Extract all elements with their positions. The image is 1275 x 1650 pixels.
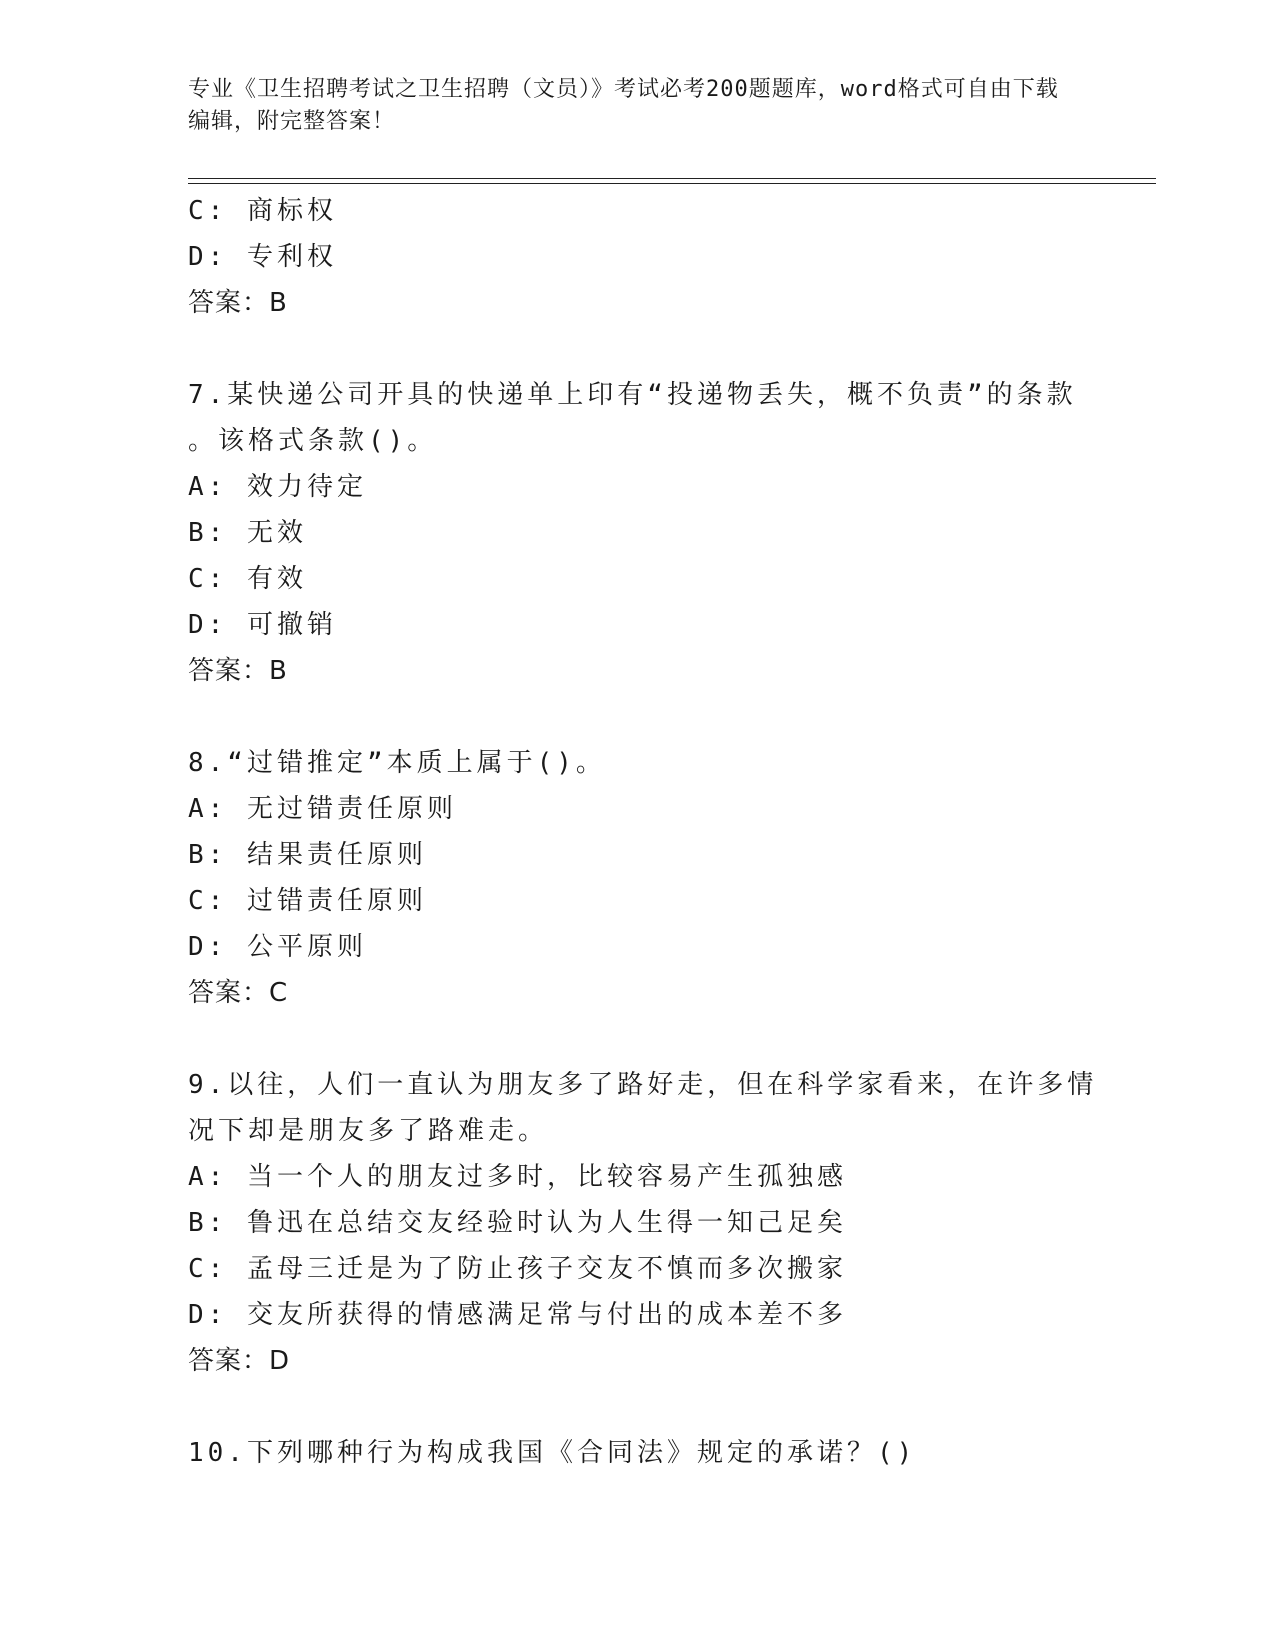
answer-line: 答案：B xyxy=(188,288,288,318)
option-line: C: 有效 xyxy=(188,564,307,594)
question-9 xyxy=(188,1062,1098,1384)
spacer xyxy=(188,1384,1088,1430)
option-line: C: 孟母三迁是为了防止孩子交友不慎而多次搬家 xyxy=(188,1254,847,1284)
spacer xyxy=(188,694,1088,740)
spacer xyxy=(188,1016,1088,1062)
question-text: 10.下列哪种行为构成我国《合同法》规定的承诺？() xyxy=(188,1438,917,1468)
spacer xyxy=(188,326,1088,372)
option-line: A: 效力待定 xyxy=(188,472,367,502)
question-7 xyxy=(188,372,1088,694)
option-line: B: 结果责任原则 xyxy=(188,840,427,870)
answer-line: 答案：D xyxy=(188,1346,291,1376)
question-8 xyxy=(188,740,1088,1016)
header-divider-top xyxy=(188,178,1156,179)
answer-line: 答案：C xyxy=(188,978,289,1008)
question-text: 。该格式条款()。 xyxy=(188,426,438,456)
question-text: 8.“过错推定”本质上属于()。 xyxy=(188,748,606,778)
document-body xyxy=(188,188,1098,1476)
document-header: 专业《卫生招聘考试之卫生招聘（文员）》考试必考200题题库，word格式可自由下载编辑，附完整答案！ xyxy=(188,77,1059,134)
question-text: 7.某快递公司开具的快递单上印有“投递物丢失，概不负责”的条款 xyxy=(188,380,1077,410)
option-line: A: 当一个人的朋友过多时，比较容易产生孤独感 xyxy=(188,1162,847,1192)
option-line: C: 过错责任原则 xyxy=(188,886,427,916)
option-line: A: 无过错责任原则 xyxy=(188,794,457,824)
question-text: 9.以往，人们一直认为朋友多了路好走，但在科学家看来，在许多情 xyxy=(188,1070,1098,1100)
option-line: D: 交友所获得的情感满足常与付出的成本差不多 xyxy=(188,1300,847,1330)
option-line: B: 鲁迅在总结交友经验时认为人生得一知己足矣 xyxy=(188,1208,847,1238)
option-line: D: 公平原则 xyxy=(188,932,367,962)
option-line: D: 专利权 xyxy=(188,242,337,272)
option-line: C: 商标权 xyxy=(188,196,337,226)
answer-line: 答案：B xyxy=(188,656,288,686)
option-line: B: 无效 xyxy=(188,518,307,548)
header-divider-bottom xyxy=(188,183,1156,184)
question-10 xyxy=(188,1430,1088,1476)
question-text: 况下却是朋友多了路难走。 xyxy=(188,1116,549,1146)
option-line: D: 可撤销 xyxy=(188,610,337,640)
